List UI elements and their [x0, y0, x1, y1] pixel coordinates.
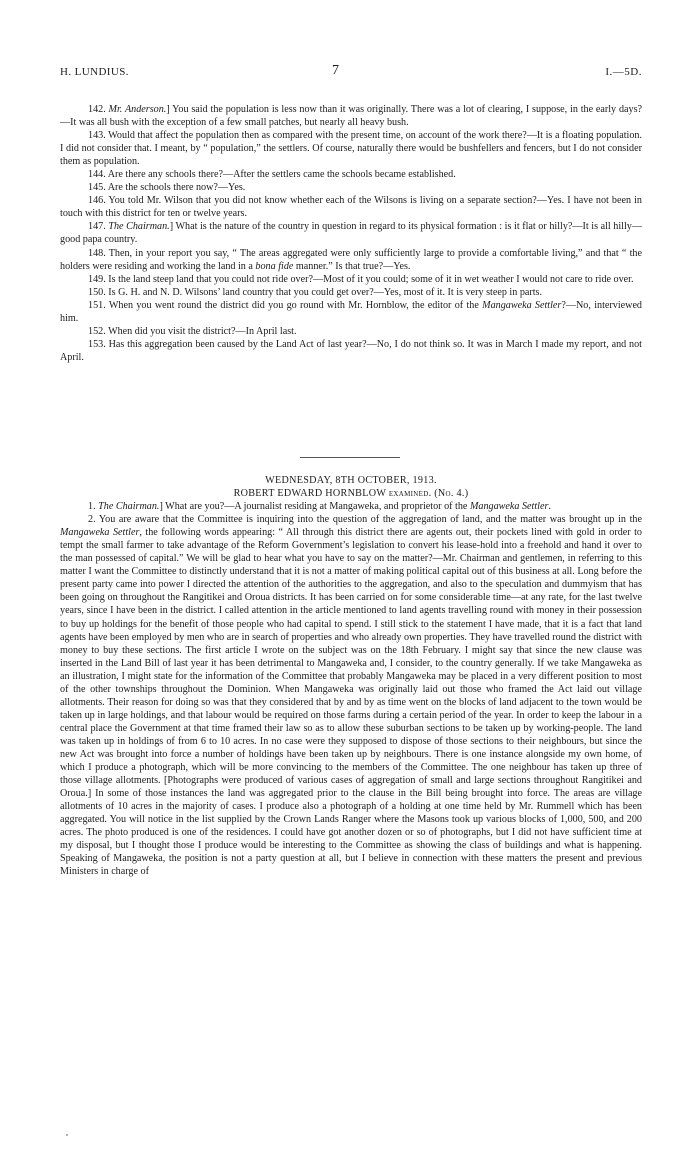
question-149: 149. Is the land steep land that you could not ride over?—Most of it you could; some of it in wet weather I would not care to ride over.: [88, 273, 634, 285]
question-150: 150. Is G. H. and N. D. Wilsons’ land country that you could get over?—Yes, most of it. It is very steep in parts.: [88, 286, 543, 298]
question-142: 142. Mr. Anderson.] You said the population is less now than it was originally. There was a lot of clearing, I suppose, in the early days?—It was all bush with the exception of a few small patches, but nearly all heavy bush.: [60, 104, 642, 129]
sitting-date: WEDNESDAY, 8TH OCTOBER, 1913.: [265, 475, 437, 486]
question-2: 2. You are aware that the Committee is inquiring into the question of the aggregation of land, and the matter was brought up in the Mangaweka Settler, the following words appearing: “ All through this district there are agents out, their pockets lined with gold in order to tempt the small farmer to take advantage of the Reform Government’s legislation to convert his lease-hold into a freehold and hand it over to the man possessed of capital.” We will be glad to hear what you have to say on the matter?—Mr. Chairman and gentlemen, in referring to this matter I want the Committee to distinctly understand that it is not a matter of making political capital out of this business at all. Long before the present party came into power I directed the attention of the authorities to the aggregation, and also to the speculation and dummyism that has been going on throughout the Rangitikei and Oroua districts. It has been carried on for some considerable time—at any rate, for the last twelve years, since I have been in the district. I called attention in the article mentioned to land agents travelling round with money in their possession to buy up holdings for the benefit of those people who had capital to spend. I still stick to the statement I have made, that it is a fact that land agents have been employed by men who are in search of properties and who already own properties. They have travelled round the district with money to buy these sections. The first article I wrote on the subject was on the 18th February. I might say that since the new clause was inserted in the Land Bill of last year it has been detrimental to Mangaweka and, I consider, to the country generally. If we take Mangaweka as an illustration, I might state for the information of the Committee that probably Mangaweka may be placed in a very different position to most of the other townships throughout the Dominion. When Mangaweka was originally laid out those who framed the Act laid out village allotments. Their reason for doing so was that they considered that by and by as time went on the blocks of land adjacent to the town would be taken up in large holdings, and that labour would be required on those farms during a certain period of the year. In order to keep the labour in a central place the Government at that time framed their law so as to allow these suburban sections to be taken up by working-people. The land was taken up in holdings of from 6 to 10 acres. In no case were they supposed to dispose of those sections to their neighbours, but since the new Act was brought into force a number of holdings have been taken up by neighbours. There is one instance alongside my own home, of which I produce a photograph, which will be more convincing to the members of the Committee. The one neighbour has taken up three of those village allotments. [Photographs were produced of various cases of aggregation of small and large sections throughout Rangitikei and Oroua.] In some of those instances the land was aggregated prior to the clause in the Bill being brought into force. The areas are village allotments of 10 acres in the majority of cases. I produce also a photograph of a holding at one time held by Mr. Rummell which has been aggregated. You will notice in the list supplied by the Crown Lands Ranger where the Masons took up various blocks of 1,000, 500, and 200 acres. The photo produced is one of the residences. I could have got another dozen or so of photographs, but I did not have sufficient time at my disposal, but I thought those I produce would be interesting to the Committee as showing the class of buildings and what is happening. Speaking of Mangaweka, the position is not a party question at all, but I believe in connection with these matters the present and previous Ministers in charge of: [60, 514, 642, 878]
witness-heading: ROBERT EDWARD HORNBLOW examined. (No. 4.): [233, 488, 469, 500]
question-148: 148. Then, in your report you say, “ The areas aggregated were only sufficiently large to provide a comfortable living,” and that “ the holders were residing and working the land in a bona fide manner.” Is that true?—Yes.: [60, 247, 642, 272]
page-header: [60, 63, 642, 82]
question-153: 153. Has this aggregation been caused by the Land Act of last year?—No, I do not think so. It was in March I made my report, and not April.: [60, 338, 642, 363]
section-divider: [300, 457, 400, 458]
question-151: 151. When you went round the district did you go round with Mr. Hornblow, the editor of the Mangaweka Settler?—No, interviewed him.: [60, 299, 642, 324]
evidence-block-hornblow: [60, 474, 642, 878]
header-paper-reference: I.—5D.: [605, 66, 642, 78]
question-1: 1. The Chairman.] What are you?—A journalist residing at Mangaweka, and proprietor of the Mangaweka Settler.: [88, 501, 551, 513]
question-145: 145. Are the schools there now?—Yes.: [88, 182, 246, 194]
evidence-block-lundius: [60, 103, 642, 364]
question-147: 147. The Chairman.] What is the nature of the country in question in regard to its physical formation : is it flat or hilly?—It is all hilly—good papa country.: [60, 221, 642, 246]
question-152: 152. When did you visit the district?—In April last.: [88, 325, 297, 337]
header-witness-name: H. LUNDIUS.: [60, 66, 129, 78]
question-143: 143. Would that affect the population then as compared with the present time, on account of the work there?—It is a floating population. I did not consider that. I meant, by “ population,” the settlers. Of course, naturally there would be bushfellers and fencers, but I do not consider them as population.: [60, 130, 642, 168]
page-number: 7: [332, 63, 339, 78]
question-146: 146. You told Mr. Wilson that you did not know whether each of the Wilsons is living on a separate section?—Yes. I have not been in touch with this district for ten or twelve years.: [60, 195, 642, 220]
question-144: 144. Are there any schools there?—After the settlers came the schools became established.: [88, 169, 456, 181]
page-speck: [66, 1134, 68, 1136]
